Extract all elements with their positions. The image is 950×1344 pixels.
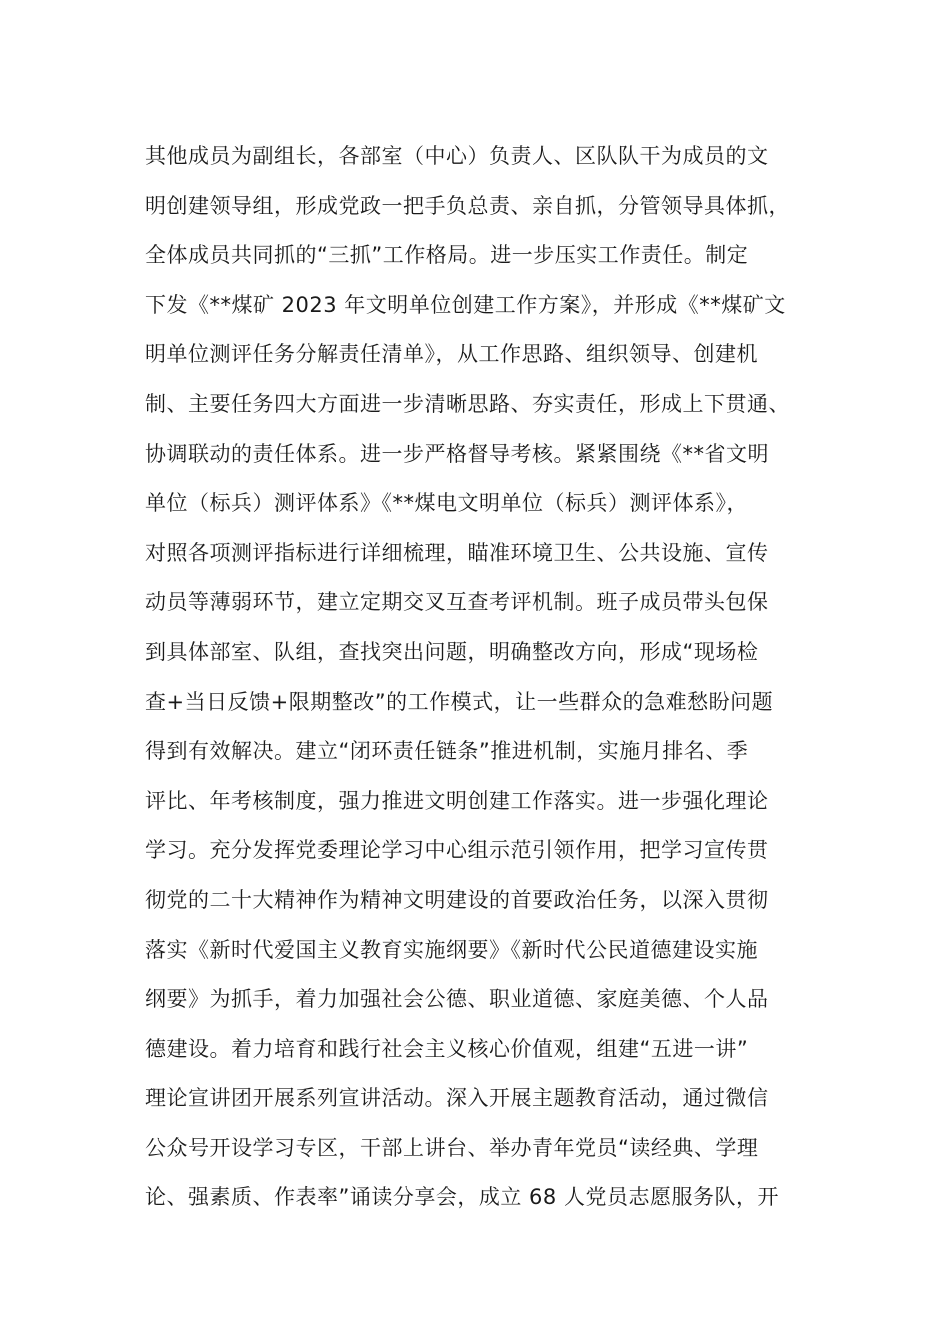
text-line: 论、强素质、作表率”诵读分享会，成立 68 人党员志愿服务队，开 (145, 1185, 779, 1210)
text-line: 学习。充分发挥党委理论学习中心组示范引领作用，把学习宣传贯 (145, 838, 769, 863)
text-line: 协调联动的责任体系。进一步严格督导考核。紧紧围绕《**省文明 (145, 441, 769, 466)
text-line: 落实《新时代爱国主义教育实施纲要》《新时代公民道德建设实施 (145, 937, 758, 962)
text-line: 彻党的二十大精神作为精神文明建设的首要政治任务，以深入贯彻 (145, 887, 769, 912)
text-line: 查+当日反馈+限期整改”的工作模式，让一些群众的急难愁盼问题 (145, 689, 774, 714)
text-line: 对照各项测评指标进行详细梳理，瞄准环境卫生、公共设施、宣传 (145, 540, 769, 565)
text-line: 单位（标兵）测评体系》《**煤电文明单位（标兵）测评体系》， (145, 491, 748, 516)
text-line: 到具体部室、队组，查找突出问题，明确整改方向，形成“现场检 (145, 639, 759, 664)
text-line: 下发《**煤矿 2023 年文明单位创建工作方案》，并形成《**煤矿文 (145, 292, 786, 317)
text-line: 理论宣讲团开展系列宣讲活动。深入开展主题教育活动，通过微信 (145, 1086, 769, 1111)
text-line: 明单位测评任务分解责任清单》，从工作思路、组织领导、创建机 (145, 342, 758, 367)
text-line: 评比、年考核制度，强力推进文明创建工作落实。进一步强化理论 (145, 788, 769, 813)
text-line: 全体成员共同抓的“三抓”工作格局。进一步压实工作责任。制定 (145, 243, 749, 268)
text-line: 动员等薄弱环节，建立定期交叉互查考评机制。班子成员带头包保 (145, 590, 769, 615)
text-line: 明创建领导组，形成党政一把手负总责、亲自抓，分管领导具体抓， (145, 193, 790, 218)
text-line: 制、主要任务四大方面进一步清晰思路、夯实责任，形成上下贯通、 (145, 391, 790, 416)
text-line: 公众号开设学习专区，干部上讲台、举办青年党员“读经典、学理 (145, 1135, 759, 1160)
text-line: 其他成员为副组长，各部室（中心）负责人、区队队干为成员的文 (145, 144, 769, 168)
text-line: 得到有效解决。建立“闭环责任链条”推进机制，实施月排名、季 (145, 739, 749, 764)
text-line: 纲要》为抓手，着力加强社会公德、职业道德、家庭美德、个人品 (145, 987, 769, 1012)
body-paragraph (145, 132, 810, 1223)
text-line: 德建设。着力培育和践行社会主义核心价值观，组建“五进一讲” (145, 1036, 749, 1061)
